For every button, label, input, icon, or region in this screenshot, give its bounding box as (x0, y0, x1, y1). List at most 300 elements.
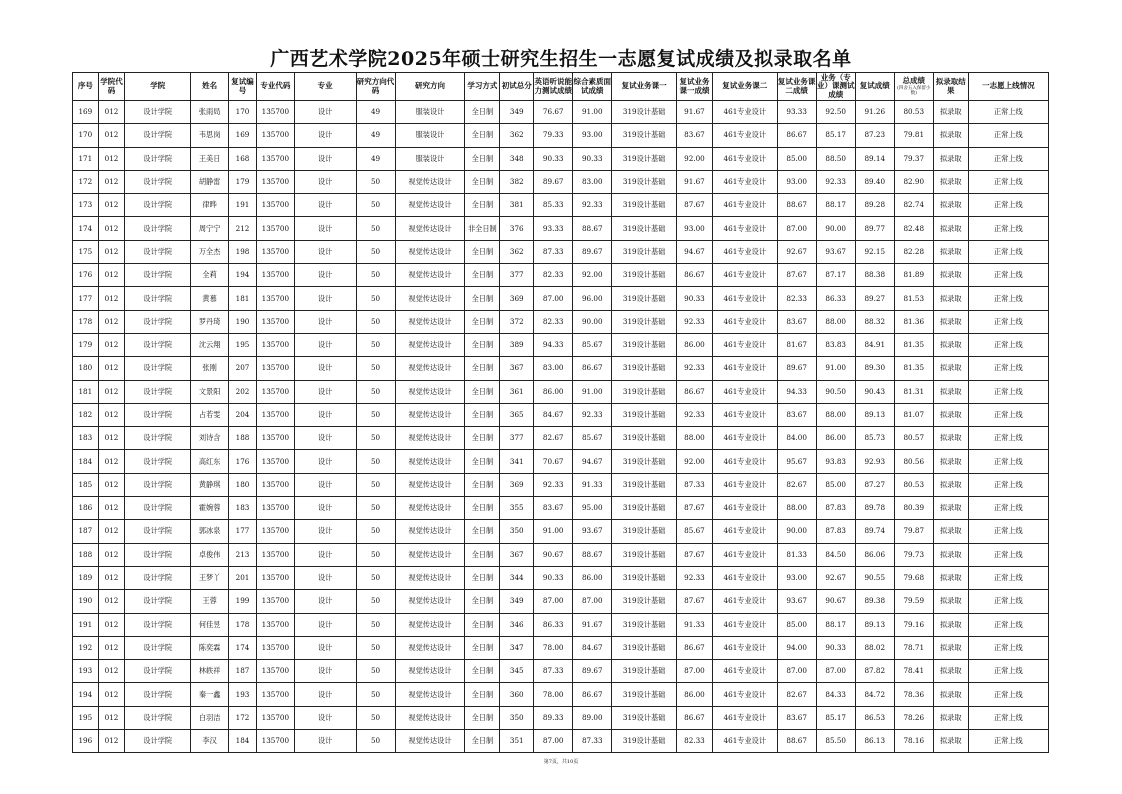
cell-course1: 319设计基础 (612, 520, 677, 543)
col-header-course1-score: 复试业务课一成绩 (676, 73, 712, 101)
cell-interview-score: 86.00 (573, 566, 612, 589)
cell-seq: 172 (73, 170, 99, 193)
col-header-total-score (894, 73, 933, 101)
cell-retest-score: 89.13 (855, 403, 894, 426)
cell-interview-score: 86.67 (573, 357, 612, 380)
cell-study-mode: 全日制 (465, 170, 500, 193)
cell-first-choice: 正常上线 (968, 497, 1048, 520)
cell-retest-no: 194 (229, 264, 257, 287)
cell-direction: 视觉传达设计 (395, 380, 465, 403)
cell-prelim-score: 369 (500, 473, 534, 496)
cell-major-test-score: 90.33 (816, 636, 855, 659)
cell-first-choice: 正常上线 (968, 310, 1048, 333)
cell-direction: 视觉传达设计 (395, 706, 465, 729)
cell-name: 占若雯 (191, 403, 229, 426)
cell-retest-no: 177 (229, 520, 257, 543)
cell-direction: 视觉传达设计 (395, 497, 465, 520)
cell-interview-score: 88.67 (573, 543, 612, 566)
cell-retest-score: 88.38 (855, 264, 894, 287)
cell-course2: 461专业设计 (712, 427, 777, 450)
cell-interview-score: 86.67 (573, 683, 612, 706)
cell-direction-code: 50 (356, 403, 395, 426)
cell-major-test-score: 87.83 (816, 520, 855, 543)
cell-major: 设计 (294, 450, 356, 473)
cell-prelim-score: 349 (500, 101, 534, 124)
cell-course1-score: 86.67 (676, 380, 712, 403)
cell-study-mode: 全日制 (465, 287, 500, 310)
cell-interview-score: 92.33 (573, 403, 612, 426)
cell-course2: 461专业设计 (712, 473, 777, 496)
cell-total-score: 82.48 (894, 217, 933, 240)
cell-first-choice: 正常上线 (968, 613, 1048, 636)
cell-interview-score: 87.33 (573, 730, 612, 753)
cell-direction: 视觉传达设计 (395, 240, 465, 263)
cell-name: 王美日 (191, 147, 229, 170)
cell-retest-no: 187 (229, 660, 257, 683)
cell-name: 王梦丫 (191, 566, 229, 589)
cell-course1-score: 92.33 (676, 310, 712, 333)
cell-college: 设计学院 (125, 101, 191, 124)
cell-major-code: 135700 (256, 194, 294, 217)
cell-total-score: 78.36 (894, 683, 933, 706)
cell-study-mode: 全日制 (465, 380, 500, 403)
cell-course1-score: 91.33 (676, 613, 712, 636)
table-row (73, 217, 1049, 240)
cell-course1-score: 92.33 (676, 566, 712, 589)
cell-first-choice: 正常上线 (968, 333, 1048, 356)
cell-major-test-score: 93.67 (816, 240, 855, 263)
cell-total-score: 81.89 (894, 264, 933, 287)
cell-direction-code: 50 (356, 240, 395, 263)
cell-first-choice: 正常上线 (968, 706, 1048, 729)
cell-college: 设计学院 (125, 473, 191, 496)
cell-prelim-score: 377 (500, 264, 534, 287)
cell-english-score: 89.67 (534, 170, 573, 193)
cell-retest-score: 87.23 (855, 124, 894, 147)
col-header-retest-score: 复试成绩 (855, 73, 894, 101)
cell-major: 设计 (294, 124, 356, 147)
cell-study-mode: 全日制 (465, 706, 500, 729)
cell-interview-score: 88.67 (573, 217, 612, 240)
cell-retest-no: 193 (229, 683, 257, 706)
col-header-major-test-score: 业务（专业）课测试成绩 (816, 72, 855, 99)
cell-retest-score: 89.28 (855, 194, 894, 217)
cell-major-code: 135700 (256, 124, 294, 147)
cell-course2-score: 84.00 (777, 427, 816, 450)
cell-major-test-score: 88.00 (816, 310, 855, 333)
cell-course1-score: 92.00 (676, 147, 712, 170)
cell-course2: 461专业设计 (712, 240, 777, 263)
cell-seq: 179 (73, 333, 99, 356)
col-header-major: 专业 (294, 73, 356, 101)
cell-seq: 180 (73, 357, 99, 380)
cell-interview-score: 85.67 (573, 333, 612, 356)
cell-retest-score: 84.72 (855, 683, 894, 706)
cell-total-score: 79.81 (894, 124, 933, 147)
cell-prelim-score: 355 (500, 497, 534, 520)
table-row (73, 683, 1049, 706)
cell-name: 秦一鑫 (191, 683, 229, 706)
cell-course1: 319设计基础 (612, 333, 677, 356)
cell-college: 设计学院 (125, 613, 191, 636)
cell-first-choice: 正常上线 (968, 473, 1048, 496)
col-header-direction: 研究方向 (395, 73, 465, 101)
cell-major-code: 135700 (256, 566, 294, 589)
cell-college-code: 012 (98, 730, 125, 753)
cell-major-code: 135700 (256, 403, 294, 426)
cell-retest-score: 89.27 (855, 287, 894, 310)
cell-course1: 319设计基础 (612, 683, 677, 706)
total-note: (四舍五入保留小数) (897, 85, 931, 96)
cell-name: 林轶祥 (191, 660, 229, 683)
col-header-course1: 复试业务课一 (612, 73, 677, 101)
cell-retest-score: 87.27 (855, 473, 894, 496)
cell-study-mode: 全日制 (465, 101, 500, 124)
cell-major-code: 135700 (256, 217, 294, 240)
cell-college-code: 012 (98, 287, 125, 310)
cell-course1-score: 87.67 (676, 194, 712, 217)
cell-major: 设计 (294, 357, 356, 380)
cell-admit-result: 拟录取 (933, 706, 968, 729)
cell-seq: 190 (73, 590, 99, 613)
cell-course1-score: 87.67 (676, 543, 712, 566)
cell-name: 陈奕霖 (191, 636, 229, 659)
cell-major: 设计 (294, 194, 356, 217)
cell-college-code: 012 (98, 590, 125, 613)
cell-course2-score: 88.67 (777, 194, 816, 217)
cell-course2-score: 87.00 (777, 660, 816, 683)
cell-interview-score: 95.00 (573, 497, 612, 520)
cell-course1-score: 87.67 (676, 497, 712, 520)
cell-college-code: 012 (98, 333, 125, 356)
cell-college: 设计学院 (125, 730, 191, 753)
cell-course2: 461专业设计 (712, 543, 777, 566)
cell-admit-result: 拟录取 (933, 240, 968, 263)
cell-prelim-score: 347 (500, 636, 534, 659)
cell-seq: 193 (73, 660, 99, 683)
cell-major-test-score: 87.00 (816, 660, 855, 683)
cell-major-test-score: 88.17 (816, 613, 855, 636)
col-header-first-choice: 一志愿上线情况 (968, 73, 1048, 101)
cell-course2-score: 93.67 (777, 590, 816, 613)
cell-college-code: 012 (98, 217, 125, 240)
cell-major-test-score: 83.83 (816, 333, 855, 356)
cell-course2-score: 94.00 (777, 636, 816, 659)
cell-major-test-score: 85.00 (816, 473, 855, 496)
cell-retest-score: 89.30 (855, 357, 894, 380)
table-row (73, 380, 1049, 403)
cell-major-test-score: 87.83 (816, 497, 855, 520)
cell-direction: 视觉传达设计 (395, 264, 465, 287)
cell-interview-score: 89.67 (573, 660, 612, 683)
cell-name: 周宁宁 (191, 217, 229, 240)
cell-course2-score: 81.67 (777, 333, 816, 356)
cell-course2: 461专业设计 (712, 613, 777, 636)
cell-admit-result: 拟录取 (933, 124, 968, 147)
cell-major-test-score: 88.50 (816, 147, 855, 170)
admission-table (72, 72, 1049, 753)
cell-total-score: 79.87 (894, 520, 933, 543)
cell-seq: 191 (73, 613, 99, 636)
cell-admit-result: 拟录取 (933, 333, 968, 356)
cell-direction: 视觉传达设计 (395, 450, 465, 473)
cell-study-mode: 全日制 (465, 147, 500, 170)
cell-retest-no: 178 (229, 613, 257, 636)
cell-direction: 视觉传达设计 (395, 613, 465, 636)
cell-major: 设计 (294, 613, 356, 636)
cell-retest-no: 199 (229, 590, 257, 613)
cell-study-mode: 全日制 (465, 450, 500, 473)
col-header-prelim-score: 初试总分 (500, 73, 534, 101)
cell-direction: 服装设计 (395, 101, 465, 124)
cell-course2-score: 83.67 (777, 310, 816, 333)
cell-college: 设计学院 (125, 240, 191, 263)
cell-course2-score: 82.67 (777, 683, 816, 706)
cell-major-code: 135700 (256, 473, 294, 496)
cell-prelim-score: 361 (500, 380, 534, 403)
cell-english-score: 87.33 (534, 240, 573, 263)
cell-retest-no: 180 (229, 473, 257, 496)
table-row (73, 287, 1049, 310)
cell-retest-score: 86.53 (855, 706, 894, 729)
cell-interview-score: 85.67 (573, 427, 612, 450)
cell-first-choice: 正常上线 (968, 590, 1048, 613)
cell-direction-code: 50 (356, 310, 395, 333)
cell-retest-no: 198 (229, 240, 257, 263)
cell-total-score: 82.28 (894, 240, 933, 263)
cell-major-code: 135700 (256, 380, 294, 403)
cell-course1-score: 90.33 (676, 287, 712, 310)
cell-course2: 461专业设计 (712, 147, 777, 170)
cell-seq: 182 (73, 403, 99, 426)
cell-college: 设计学院 (125, 333, 191, 356)
cell-major: 设计 (294, 240, 356, 263)
cell-major-code: 135700 (256, 520, 294, 543)
cell-admit-result: 拟录取 (933, 636, 968, 659)
table-row (73, 124, 1049, 147)
cell-admit-result: 拟录取 (933, 403, 968, 426)
cell-interview-score: 83.00 (573, 170, 612, 193)
cell-prelim-score: 346 (500, 613, 534, 636)
cell-course1-score: 86.67 (676, 636, 712, 659)
cell-english-score: 76.67 (534, 101, 573, 124)
cell-seq: 194 (73, 683, 99, 706)
cell-course1: 319设计基础 (612, 217, 677, 240)
cell-course1: 319设计基础 (612, 613, 677, 636)
cell-direction: 视觉传达设计 (395, 683, 465, 706)
cell-college: 设计学院 (125, 217, 191, 240)
cell-direction: 视觉传达设计 (395, 357, 465, 380)
cell-retest-no: 168 (229, 147, 257, 170)
cell-course1-score: 92.33 (676, 403, 712, 426)
cell-course1: 319设计基础 (612, 497, 677, 520)
cell-college: 设计学院 (125, 124, 191, 147)
cell-admit-result: 拟录取 (933, 310, 968, 333)
cell-direction: 视觉传达设计 (395, 310, 465, 333)
cell-total-score: 80.57 (894, 427, 933, 450)
cell-admit-result: 拟录取 (933, 217, 968, 240)
cell-course2: 461专业设计 (712, 450, 777, 473)
cell-total-score: 79.59 (894, 590, 933, 613)
col-header-course2-score: 复试业务课二成绩 (777, 73, 816, 101)
cell-major: 设计 (294, 497, 356, 520)
cell-first-choice: 正常上线 (968, 170, 1048, 193)
cell-college: 设计学院 (125, 683, 191, 706)
cell-college-code: 012 (98, 450, 125, 473)
cell-course2: 461专业设计 (712, 333, 777, 356)
cell-direction-code: 50 (356, 170, 395, 193)
cell-seq: 195 (73, 706, 99, 729)
cell-prelim-score: 344 (500, 566, 534, 589)
cell-direction-code: 50 (356, 613, 395, 636)
cell-course2: 461专业设计 (712, 497, 777, 520)
cell-college-code: 012 (98, 194, 125, 217)
cell-study-mode: 全日制 (465, 310, 500, 333)
cell-english-score: 90.33 (534, 147, 573, 170)
cell-course2: 461专业设计 (712, 660, 777, 683)
cell-direction-code: 50 (356, 427, 395, 450)
cell-interview-score: 89.00 (573, 706, 612, 729)
cell-retest-score: 84.91 (855, 333, 894, 356)
cell-english-score: 91.00 (534, 520, 573, 543)
cell-major-test-score: 85.17 (816, 124, 855, 147)
cell-direction: 视觉传达设计 (395, 590, 465, 613)
cell-admit-result: 拟录取 (933, 660, 968, 683)
cell-major: 设计 (294, 101, 356, 124)
cell-retest-score: 86.06 (855, 543, 894, 566)
cell-major: 设计 (294, 403, 356, 426)
cell-prelim-score: 350 (500, 706, 534, 729)
cell-major: 设计 (294, 264, 356, 287)
cell-first-choice: 正常上线 (968, 566, 1048, 589)
cell-retest-no: 170 (229, 101, 257, 124)
cell-college: 设计学院 (125, 590, 191, 613)
cell-total-score: 78.16 (894, 730, 933, 753)
cell-major-test-score: 90.00 (816, 217, 855, 240)
cell-study-mode: 全日制 (465, 427, 500, 450)
cell-course1: 319设计基础 (612, 380, 677, 403)
cell-first-choice: 正常上线 (968, 660, 1048, 683)
cell-college: 设计学院 (125, 566, 191, 589)
col-header-college: 学院 (125, 73, 191, 101)
cell-prelim-score: 382 (500, 170, 534, 193)
cell-total-score: 80.53 (894, 101, 933, 124)
cell-direction-code: 50 (356, 380, 395, 403)
cell-interview-score: 91.67 (573, 613, 612, 636)
cell-direction-code: 50 (356, 730, 395, 753)
page-title: 广西艺术学院2025年硕士研究生招生一志愿复试成绩及拟录取名单 (270, 48, 852, 70)
cell-college: 设计学院 (125, 706, 191, 729)
cell-direction: 视觉传达设计 (395, 333, 465, 356)
cell-name: 万全杰 (191, 240, 229, 263)
cell-interview-score: 91.00 (573, 101, 612, 124)
col-header-english-score: 英语听说能力测试成绩 (534, 73, 573, 101)
cell-retest-score: 89.78 (855, 497, 894, 520)
cell-retest-score: 88.02 (855, 636, 894, 659)
cell-major-code: 135700 (256, 101, 294, 124)
cell-seq: 185 (73, 473, 99, 496)
cell-course2-score: 81.33 (777, 543, 816, 566)
cell-first-choice: 正常上线 (968, 264, 1048, 287)
cell-prelim-score: 360 (500, 683, 534, 706)
cell-course1-score: 86.67 (676, 264, 712, 287)
cell-admit-result: 拟录取 (933, 357, 968, 380)
cell-major-test-score: 85.50 (816, 730, 855, 753)
cell-prelim-score: 362 (500, 124, 534, 147)
cell-retest-score: 86.13 (855, 730, 894, 753)
cell-direction-code: 50 (356, 333, 395, 356)
cell-retest-score: 85.73 (855, 427, 894, 450)
cell-retest-score: 88.32 (855, 310, 894, 333)
cell-name: 黄静琪 (191, 473, 229, 496)
cell-total-score: 78.26 (894, 706, 933, 729)
cell-first-choice: 正常上线 (968, 380, 1048, 403)
cell-direction-code: 50 (356, 520, 395, 543)
cell-study-mode: 全日制 (465, 357, 500, 380)
table-row (73, 147, 1049, 170)
cell-first-choice: 正常上线 (968, 147, 1048, 170)
cell-english-score: 70.67 (534, 450, 573, 473)
cell-course2: 461专业设计 (712, 520, 777, 543)
cell-seq: 175 (73, 240, 99, 263)
cell-major: 设计 (294, 333, 356, 356)
cell-name: 罗丹琦 (191, 310, 229, 333)
col-header-college-code: 学院代码 (98, 73, 125, 101)
cell-college-code: 012 (98, 706, 125, 729)
cell-name: 沈云翔 (191, 333, 229, 356)
cell-retest-no: 202 (229, 380, 257, 403)
cell-study-mode: 全日制 (465, 403, 500, 426)
cell-interview-score: 89.67 (573, 240, 612, 263)
cell-prelim-score: 372 (500, 310, 534, 333)
cell-course1: 319设计基础 (612, 147, 677, 170)
cell-study-mode: 全日制 (465, 333, 500, 356)
cell-name: 文景阳 (191, 380, 229, 403)
cell-course1: 319设计基础 (612, 357, 677, 380)
cell-course2: 461专业设计 (712, 217, 777, 240)
cell-direction: 视觉传达设计 (395, 566, 465, 589)
cell-first-choice: 正常上线 (968, 357, 1048, 380)
cell-seq: 169 (73, 101, 99, 124)
cell-course1: 319设计基础 (612, 543, 677, 566)
cell-seq: 174 (73, 217, 99, 240)
table-row (73, 520, 1049, 543)
cell-name: 张雨局 (191, 101, 229, 124)
cell-study-mode: 非全日制 (465, 217, 500, 240)
cell-direction-code: 50 (356, 706, 395, 729)
cell-major-test-score: 84.33 (816, 683, 855, 706)
cell-college: 设计学院 (125, 427, 191, 450)
cell-major-code: 135700 (256, 636, 294, 659)
cell-total-score: 82.74 (894, 194, 933, 217)
cell-total-score: 78.71 (894, 636, 933, 659)
cell-direction-code: 50 (356, 636, 395, 659)
cell-course2: 461专业设计 (712, 124, 777, 147)
cell-total-score: 80.56 (894, 450, 933, 473)
cell-college: 设计学院 (125, 380, 191, 403)
cell-major-code: 135700 (256, 450, 294, 473)
table-row (73, 706, 1049, 729)
cell-direction: 视觉传达设计 (395, 543, 465, 566)
cell-retest-score: 89.40 (855, 170, 894, 193)
cell-major-code: 135700 (256, 613, 294, 636)
col-header-interview-score: 综合素质面试成绩 (573, 73, 612, 101)
cell-course2: 461专业设计 (712, 590, 777, 613)
cell-direction: 视觉传达设计 (395, 194, 465, 217)
cell-college-code: 012 (98, 380, 125, 403)
cell-seq: 178 (73, 310, 99, 333)
cell-interview-score: 84.67 (573, 636, 612, 659)
